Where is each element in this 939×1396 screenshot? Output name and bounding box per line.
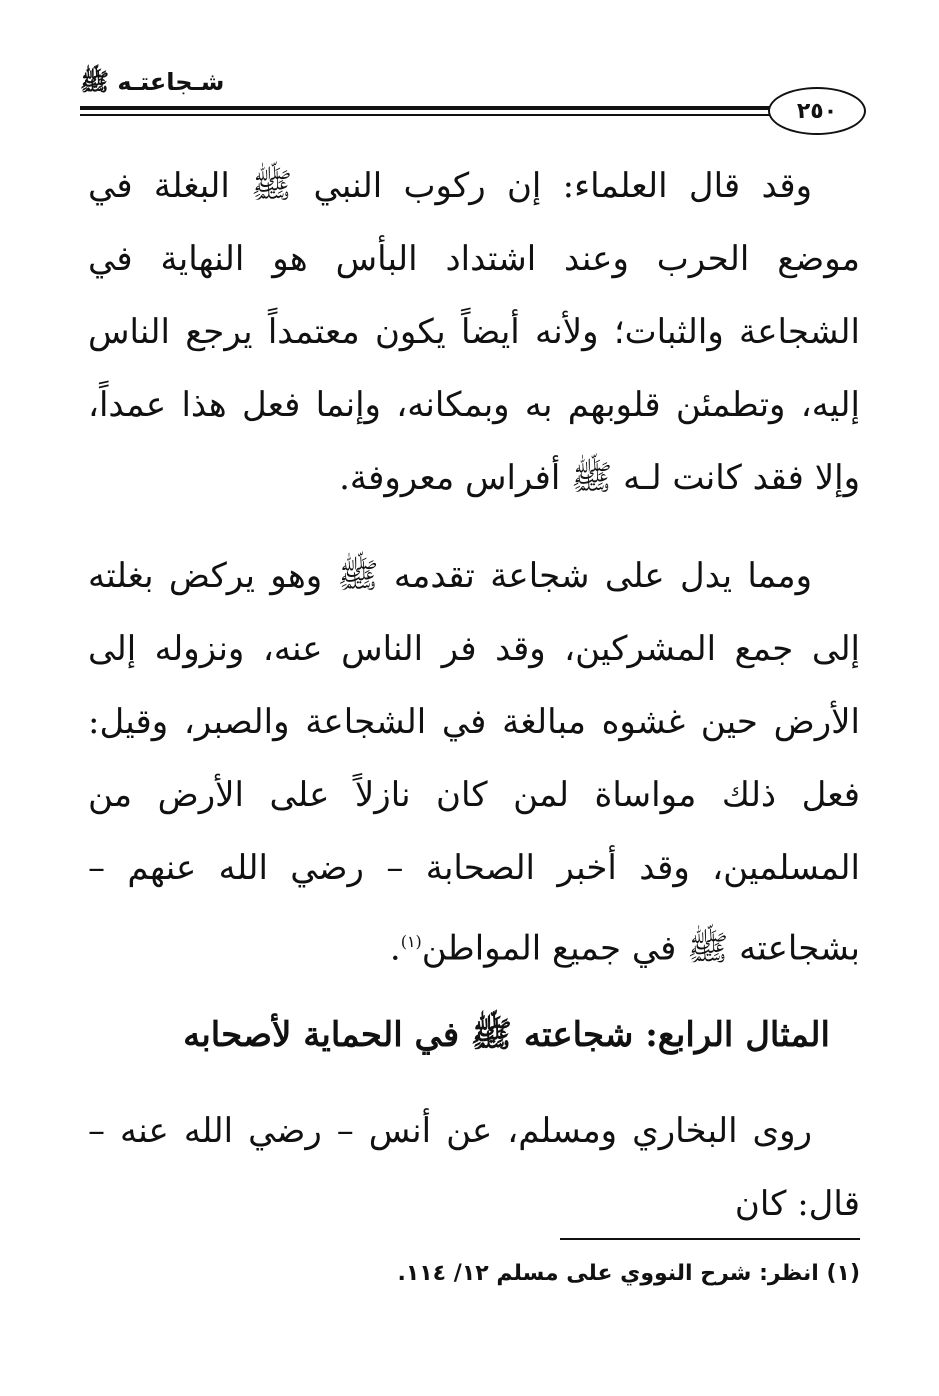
page-number-text: ٢٥٠ (796, 98, 838, 124)
header-rule-thin (80, 114, 780, 116)
body-paragraph-2 (88, 540, 860, 985)
body-paragraph-1 (88, 150, 860, 515)
page-number (768, 87, 866, 135)
header-rule-thick (80, 106, 780, 110)
paragraph-text (88, 540, 860, 985)
footnote-reference: (١) (400, 932, 422, 951)
paragraph-2-text: ومما يدل على شجاعة تقدمه ﷺ وهو يركض بغلته إلى جمع المشركين، وقد فر الناس عنه، ونزوله إلى الأرض حين غشوه مبالغة في الشجاعة والصبر، وقيل: فعل ذلك مواساة لمن كان نازلاً على الأرض من المسلمين، وقد أخبر الصحابة – رضي الله عنهم – بشجاعته ﷺ في جميع المواطن (88, 556, 860, 969)
paragraph-text: روى البخاري ومسلم، عن أنس – رضي الله عنه – قال: كان (88, 1111, 860, 1224)
paragraph-text: وقد قال العلماء: إن ركوب النبي ﷺ البغلة في موضع الحرب وعند اشتداد البأس هو النهاية في الشجاعة والثبات؛ ولأنه أيضاً يكون معتمداً يرجع الناس إليه، وتطمئن قلوبهم به وبمكانه، وإنما فعل هذا عمداً، وإلا فقد كانت لـه ﷺ أفراس معروفة. (88, 166, 860, 498)
footnote-separator (560, 1238, 860, 1240)
body-paragraph-3 (88, 1095, 860, 1241)
footnote-1: (١) انظر: شرح النووي على مسلم ١٢/ ١١٤. (397, 1261, 860, 1286)
section-heading: المثال الرابع: شجاعته ﷺ في الحماية لأصحابه (183, 1015, 830, 1055)
paragraph-2-end: . (389, 928, 401, 969)
running-header-title: شـجاعتـه ﷺ (80, 68, 225, 96)
